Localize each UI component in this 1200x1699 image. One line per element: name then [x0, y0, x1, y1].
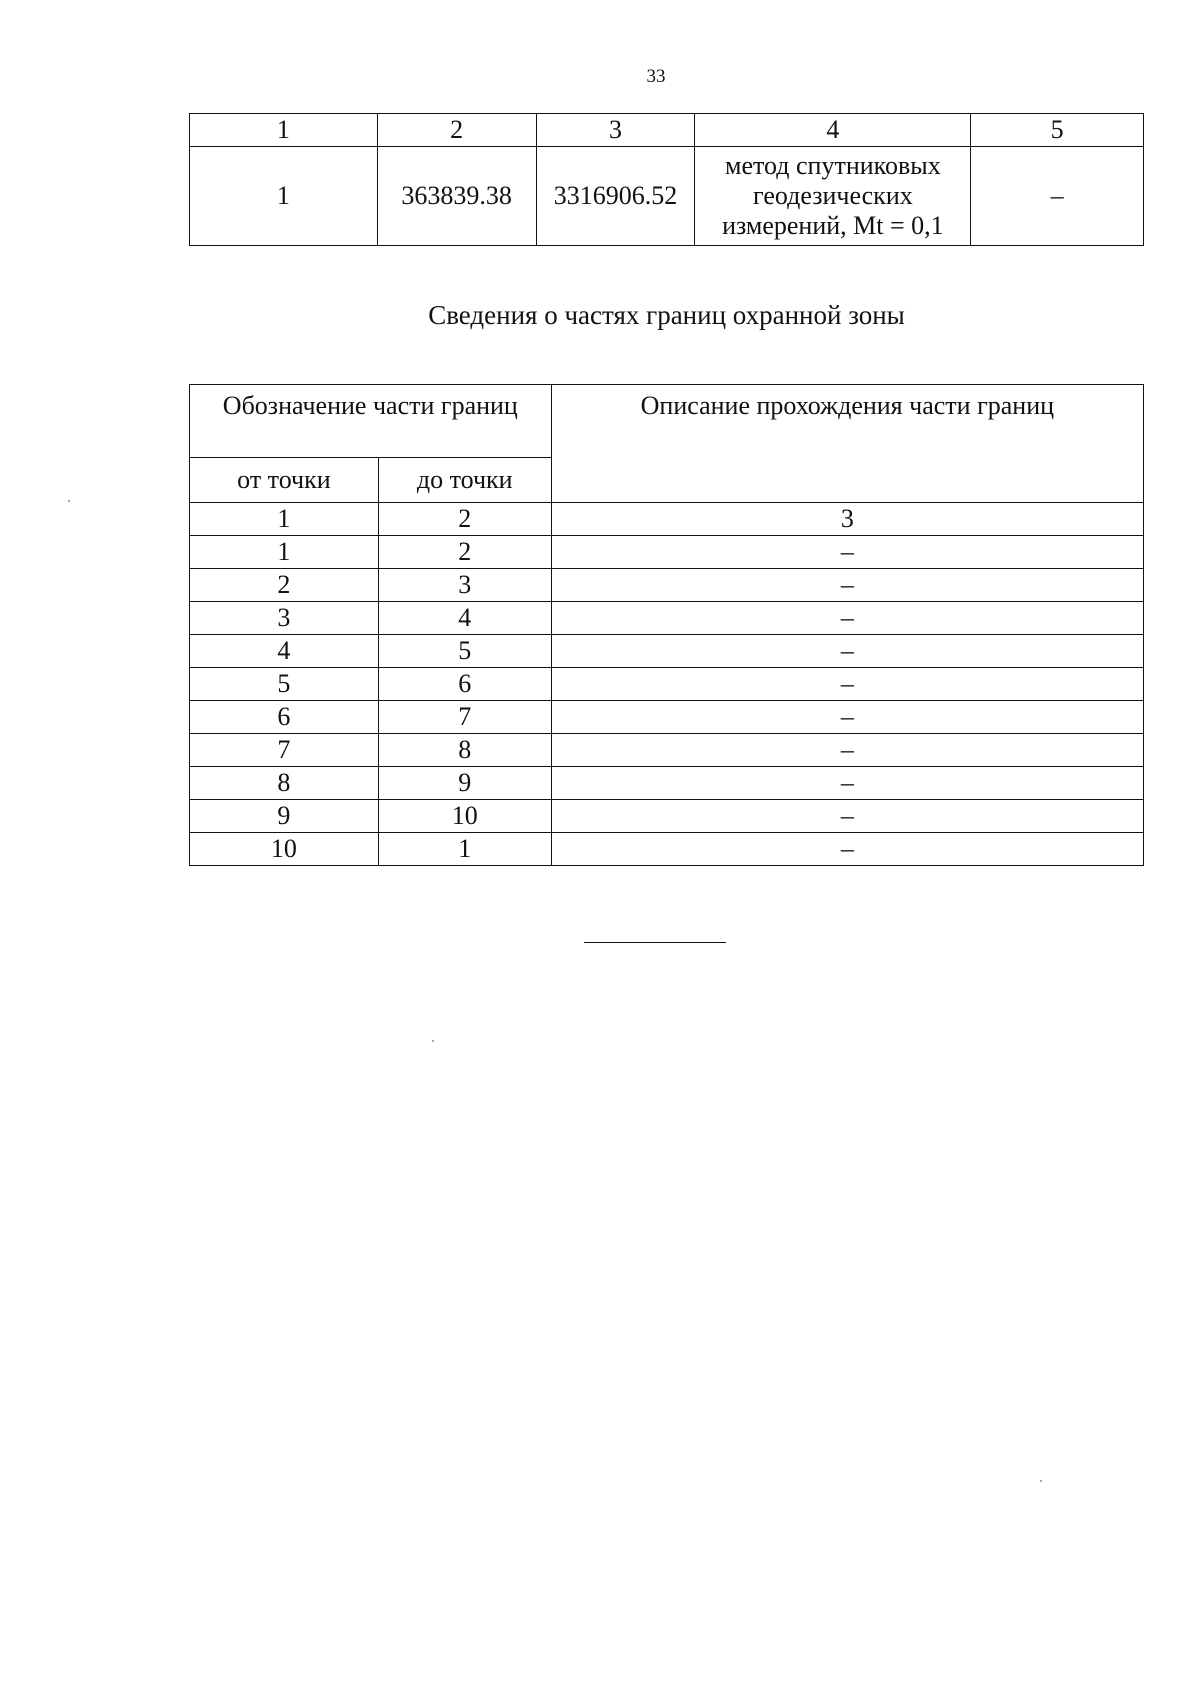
description-cell: –: [551, 800, 1143, 833]
table-row: [190, 800, 1144, 833]
from-point-cell: 5: [190, 668, 379, 701]
scan-speck: [432, 1040, 434, 1042]
end-divider: [584, 942, 726, 943]
from-point-cell: 4: [190, 635, 379, 668]
to-point-cell: 2: [378, 503, 551, 536]
notes-cell: –: [971, 147, 1144, 246]
column-number-cell: 2: [377, 114, 536, 147]
table-row: [190, 833, 1144, 866]
boundary-parts-table: [189, 384, 1144, 866]
table-row: [190, 503, 1144, 536]
method-line: измерений, Mt = 0,1: [722, 211, 944, 240]
description-cell: 3: [551, 503, 1143, 536]
table-row: [190, 536, 1144, 569]
scan-speck: [68, 500, 70, 502]
coordinates-row: [190, 147, 1144, 246]
table-row: [190, 635, 1144, 668]
from-point-cell: 6: [190, 701, 379, 734]
page-number: 33: [646, 66, 666, 87]
column-number-cell: 1: [190, 114, 378, 147]
scan-speck: [1040, 1480, 1042, 1482]
table-row: [190, 569, 1144, 602]
from-point-cell: 8: [190, 767, 379, 800]
column-number-cell: 3: [536, 114, 695, 147]
section-title: Сведения о частях границ охранной зоны: [428, 300, 905, 330]
to-point-cell: 1: [378, 833, 551, 866]
from-point-cell: 2: [190, 569, 379, 602]
to-point-cell: 4: [378, 602, 551, 635]
from-point-cell: 1: [190, 536, 379, 569]
y-coordinate-cell: 3316906.52: [536, 147, 695, 246]
to-point-cell: 8: [378, 734, 551, 767]
from-point-cell: 1: [190, 503, 379, 536]
table-row: [190, 668, 1144, 701]
part-designation-header: Обозначение части границ: [190, 385, 552, 458]
description-cell: –: [551, 635, 1143, 668]
coordinates-table: [189, 113, 1144, 246]
description-cell: –: [551, 767, 1143, 800]
to-point-cell: 10: [378, 800, 551, 833]
table-row: [190, 701, 1144, 734]
table-row: [190, 602, 1144, 635]
method-cell: [695, 147, 971, 246]
to-point-cell: 6: [378, 668, 551, 701]
from-point-cell: 3: [190, 602, 379, 635]
to-point-cell: 5: [378, 635, 551, 668]
description-cell: –: [551, 833, 1143, 866]
column-number-cell: 4: [695, 114, 971, 147]
parts-header-row: [190, 385, 1144, 458]
from-point-cell: 7: [190, 734, 379, 767]
method-line: метод спутниковых: [725, 151, 941, 180]
table-row: [190, 767, 1144, 800]
column-number-cell: 5: [971, 114, 1144, 147]
description-cell: –: [551, 569, 1143, 602]
x-coordinate-cell: 363839.38: [377, 147, 536, 246]
description-cell: –: [551, 602, 1143, 635]
from-point-cell: 9: [190, 800, 379, 833]
part-description-header: Описание прохождения части границ: [551, 385, 1143, 503]
from-point-cell: 10: [190, 833, 379, 866]
to-point-header: до точки: [378, 458, 551, 503]
coordinates-header-row: [190, 114, 1144, 147]
table-row: [190, 734, 1144, 767]
to-point-cell: 3: [378, 569, 551, 602]
to-point-cell: 7: [378, 701, 551, 734]
description-cell: –: [551, 536, 1143, 569]
description-cell: –: [551, 668, 1143, 701]
to-point-cell: 2: [378, 536, 551, 569]
description-cell: –: [551, 734, 1143, 767]
description-cell: –: [551, 701, 1143, 734]
point-number-cell: 1: [190, 147, 378, 246]
from-point-header: от точки: [190, 458, 379, 503]
to-point-cell: 9: [378, 767, 551, 800]
parts-table-body: [190, 503, 1144, 866]
method-line: геодезических: [753, 181, 913, 210]
